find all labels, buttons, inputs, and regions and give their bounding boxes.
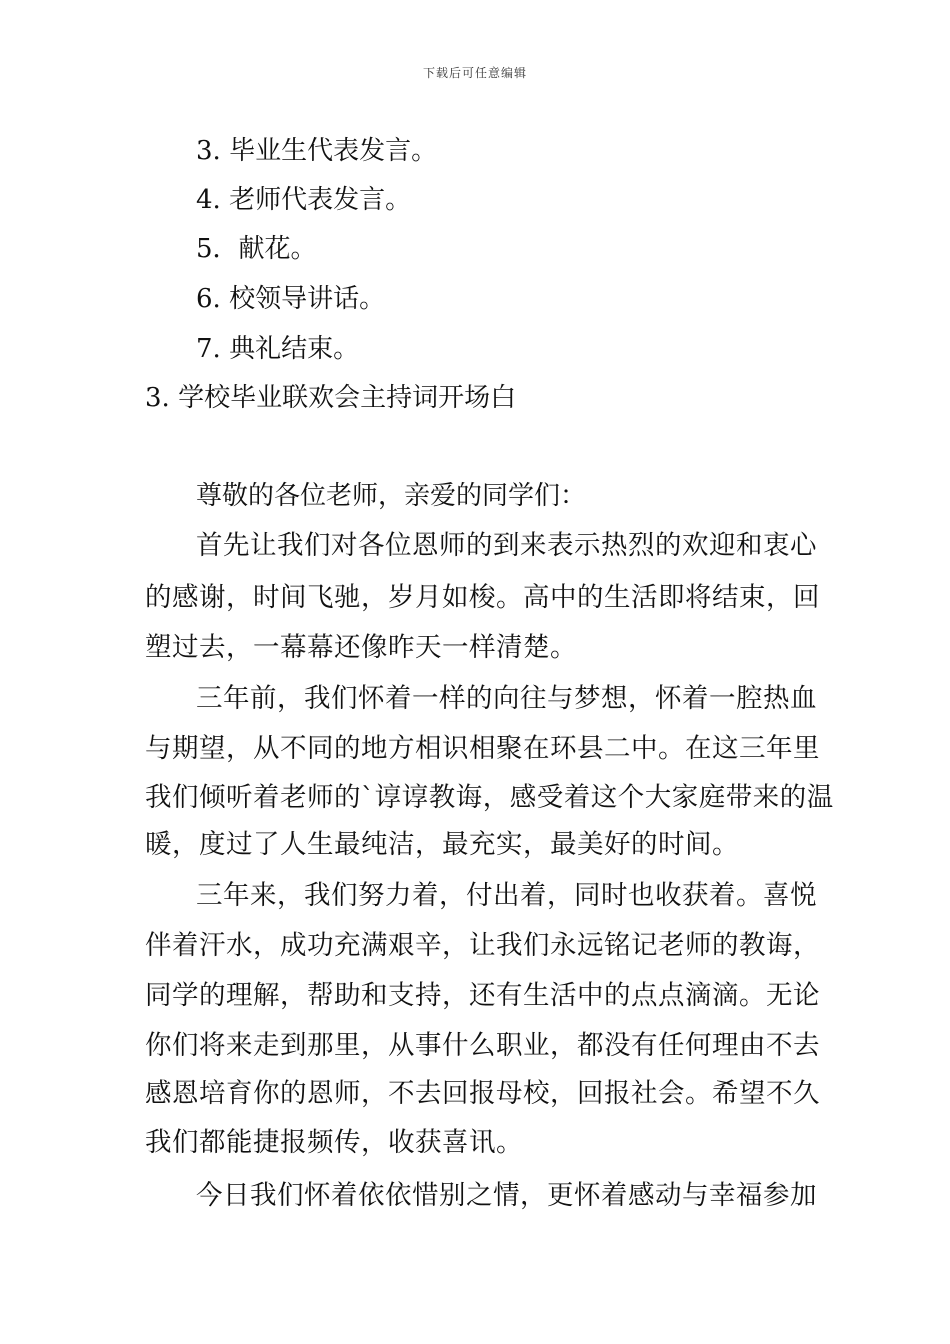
paragraph-line: 三年前，我们怀着一样的向往与梦想，怀着一腔热血 <box>196 683 817 714</box>
salutation: 尊敬的各位老师，亲爱的同学们： <box>196 481 587 511</box>
paragraph-line: 三年来，我们努力着，付出着，同时也收获着。喜悦 <box>196 880 817 911</box>
page-header-note: 下载后可任意编辑 <box>422 66 527 80</box>
list-item: 4. 老师代表发言。 <box>196 185 412 215</box>
list-item: 7. 典礼结束。 <box>196 334 360 364</box>
list-item: 6. 校领导讲话。 <box>196 284 386 314</box>
paragraph-line: 今日我们怀着依依惜别之情，更怀着感动与幸福参加 <box>196 1180 817 1211</box>
paragraph-line: 塑过去，一幕幕还像昨天一样清楚。 <box>145 632 577 663</box>
paragraph-line: 暖，度过了人生最纯洁，最充实，最美好的时间。 <box>145 829 739 860</box>
paragraph-line: 的感谢，时间飞驰，岁月如梭。高中的生活即将结束，回 <box>145 582 820 613</box>
paragraph-line: 与期望，从不同的地方相识相聚在环县二中。在这三年里 <box>145 733 820 764</box>
paragraph-line: 首先让我们对各位恩师的到来表示热烈的欢迎和衷心 <box>196 530 817 561</box>
section-title: 3. 学校毕业联欢会主持词开场白 <box>145 383 517 413</box>
list-item: 3. 毕业生代表发言。 <box>196 136 438 166</box>
paragraph-line: 你们将来走到那里，从事什么职业，都没有任何理由不去 <box>145 1030 820 1061</box>
paragraph-line: 伴着汗水，成功充满艰辛，让我们永远铭记老师的教诲， <box>145 930 820 961</box>
paragraph-line: 同学的理解，帮助和支持，还有生活中的点点滴滴。无论 <box>145 980 820 1011</box>
paragraph-line: 我们倾听着老师的`谆谆教诲，感受着这个大家庭带来的温 <box>145 782 834 813</box>
paragraph-line: 感恩培育你的恩师，不去回报母校，回报社会。希望不久 <box>145 1078 820 1109</box>
list-item: 5．献花。 <box>196 234 317 264</box>
paragraph-line: 我们都能捷报频传，收获喜讯。 <box>145 1127 523 1158</box>
